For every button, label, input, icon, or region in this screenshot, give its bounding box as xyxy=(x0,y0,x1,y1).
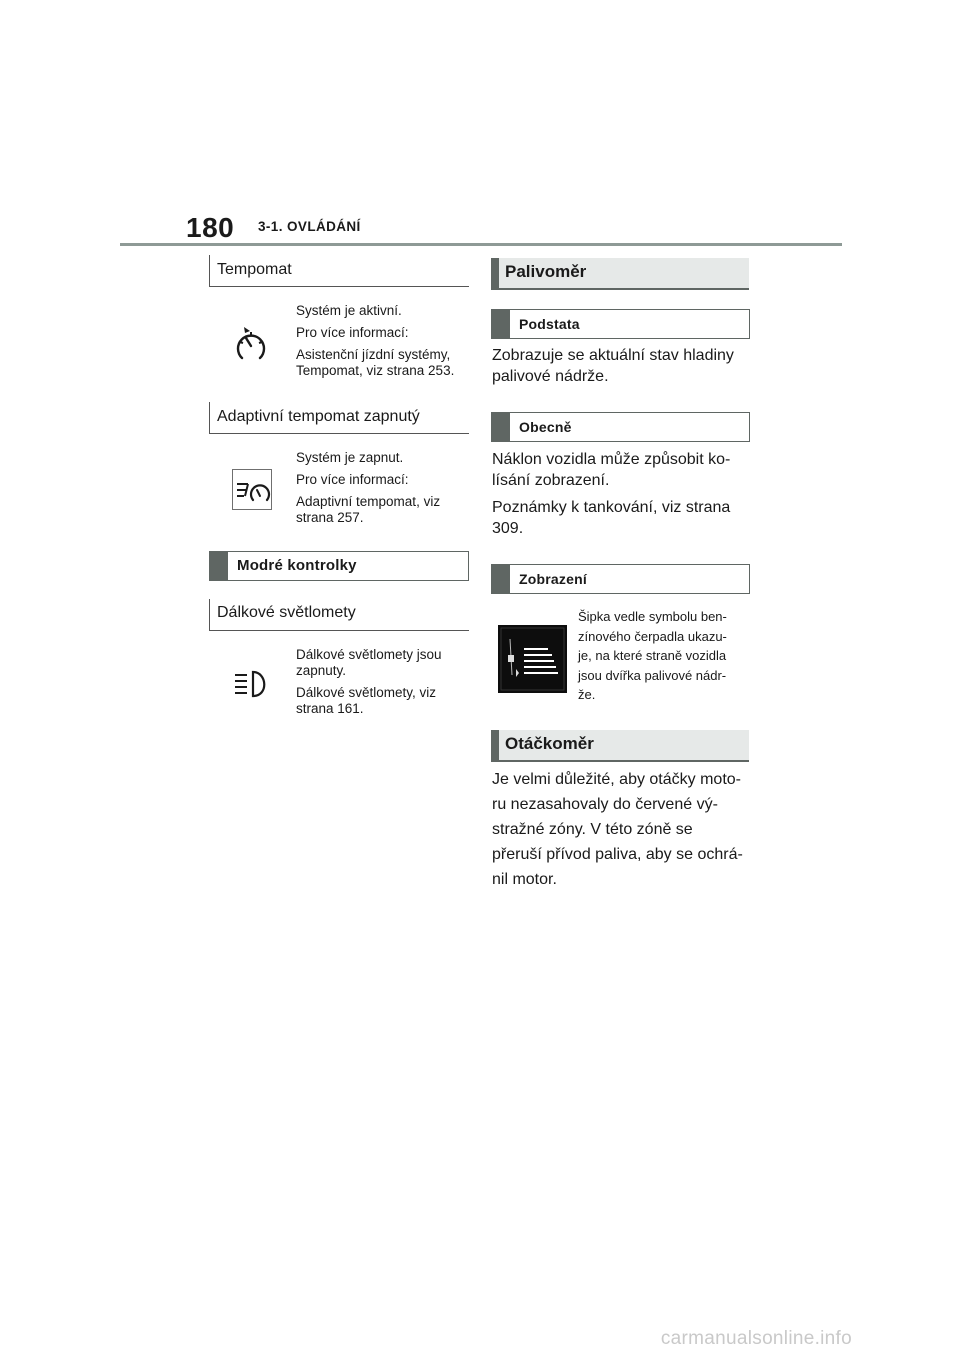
text-line: Dálkové světlomety jsou xyxy=(296,647,442,662)
section-blue-indicators xyxy=(209,551,469,581)
text-line: lísání zobrazení. xyxy=(492,472,610,489)
adaptive-heading: Adaptivní tempomat zapnutý xyxy=(217,408,420,425)
subsection-general xyxy=(491,412,750,442)
display-description xyxy=(578,607,750,705)
header-rule xyxy=(120,243,842,246)
adaptive-heading-box xyxy=(209,402,469,434)
section-marker xyxy=(209,551,228,581)
subsection-title: Obecně xyxy=(519,419,572,435)
text-line: strana 257. xyxy=(296,510,364,525)
text-line: Systém je zapnut. xyxy=(296,450,404,465)
text-line: že. xyxy=(578,687,596,702)
section-title: Otáčkoměr xyxy=(505,734,594,753)
text-line: palivové nádrže. xyxy=(492,368,609,385)
general-text xyxy=(492,449,754,543)
text-line: strana 161. xyxy=(296,701,364,716)
text-line: Adaptivní tempomat, viz xyxy=(296,494,441,509)
section-fuel-gauge xyxy=(491,258,749,290)
subsection-marker xyxy=(491,564,510,594)
text-line: nil motor. xyxy=(492,871,557,888)
high-beam-heading: Dálkové světlomety xyxy=(217,604,356,621)
text-line: Pro více informací: xyxy=(296,325,409,340)
text-line: Pro více informací: xyxy=(296,472,409,487)
cruise-control-icon xyxy=(234,325,268,361)
text-line: Poznámky k tankování, viz strana xyxy=(492,499,731,516)
adaptive-description xyxy=(296,450,471,530)
tempomat-heading: Tempomat xyxy=(217,261,292,278)
watermark: carmanualsonline.info xyxy=(660,1328,852,1349)
subsection-marker xyxy=(491,412,510,442)
text-line: stražné zóny. V této zóně se xyxy=(492,821,693,838)
text-line: jsou dvířka palivové nádr- xyxy=(578,667,727,683)
tempomat-description xyxy=(296,303,471,383)
text-line: Náklon vozidla může způsobit ko- xyxy=(492,451,731,468)
high-beam-icon xyxy=(233,669,271,701)
high-beam-heading-box xyxy=(209,599,469,631)
subsection-display xyxy=(491,564,750,594)
tachometer-text xyxy=(492,769,754,894)
text-line: Tempomat, viz strana 253. xyxy=(296,363,455,378)
text-line: Dálkové světlomety, viz xyxy=(296,685,437,700)
subsection-marker xyxy=(491,309,510,339)
text-line: přeruší přívod paliva, aby se ochrá- xyxy=(492,846,743,863)
fuel-display-image xyxy=(498,625,567,693)
page-number: 180 xyxy=(186,212,235,243)
text-line: 309. xyxy=(492,520,524,537)
text-line: zapnuty. xyxy=(296,663,347,678)
section-title: Modré kontrolky xyxy=(237,557,357,574)
section-title: Palivoměr xyxy=(505,262,587,281)
adaptive-cruise-icon xyxy=(233,470,271,509)
text-line: Šipka vedle symbolu ben- xyxy=(578,609,727,624)
basis-text xyxy=(492,345,754,391)
adaptive-cruise-icon-box xyxy=(232,469,272,510)
tempomat-heading-box xyxy=(209,255,469,287)
section-marker xyxy=(491,258,499,288)
section-marker xyxy=(491,730,499,760)
text-line: ru nezasahovaly do červené vý- xyxy=(492,796,718,813)
text-line: Asistenční jízdní systémy, xyxy=(296,347,451,362)
high-beam-description xyxy=(296,647,471,721)
text-line: zínového čerpadla ukazu- xyxy=(578,628,727,644)
text-line: Je velmi důležité, aby otáčky moto- xyxy=(492,771,741,788)
text-line: Zobrazuje se aktuální stav hladiny xyxy=(492,347,734,364)
chapter-title: 3-1. OVLÁDÁNÍ xyxy=(258,219,361,234)
text-line: Systém je aktivní. xyxy=(296,303,402,318)
subsection-title: Podstata xyxy=(519,316,580,332)
text-line: je, na které straně vozidla xyxy=(578,648,727,663)
section-tachometer xyxy=(491,730,749,762)
subsection-basis xyxy=(491,309,750,339)
subsection-title: Zobrazení xyxy=(519,571,587,587)
